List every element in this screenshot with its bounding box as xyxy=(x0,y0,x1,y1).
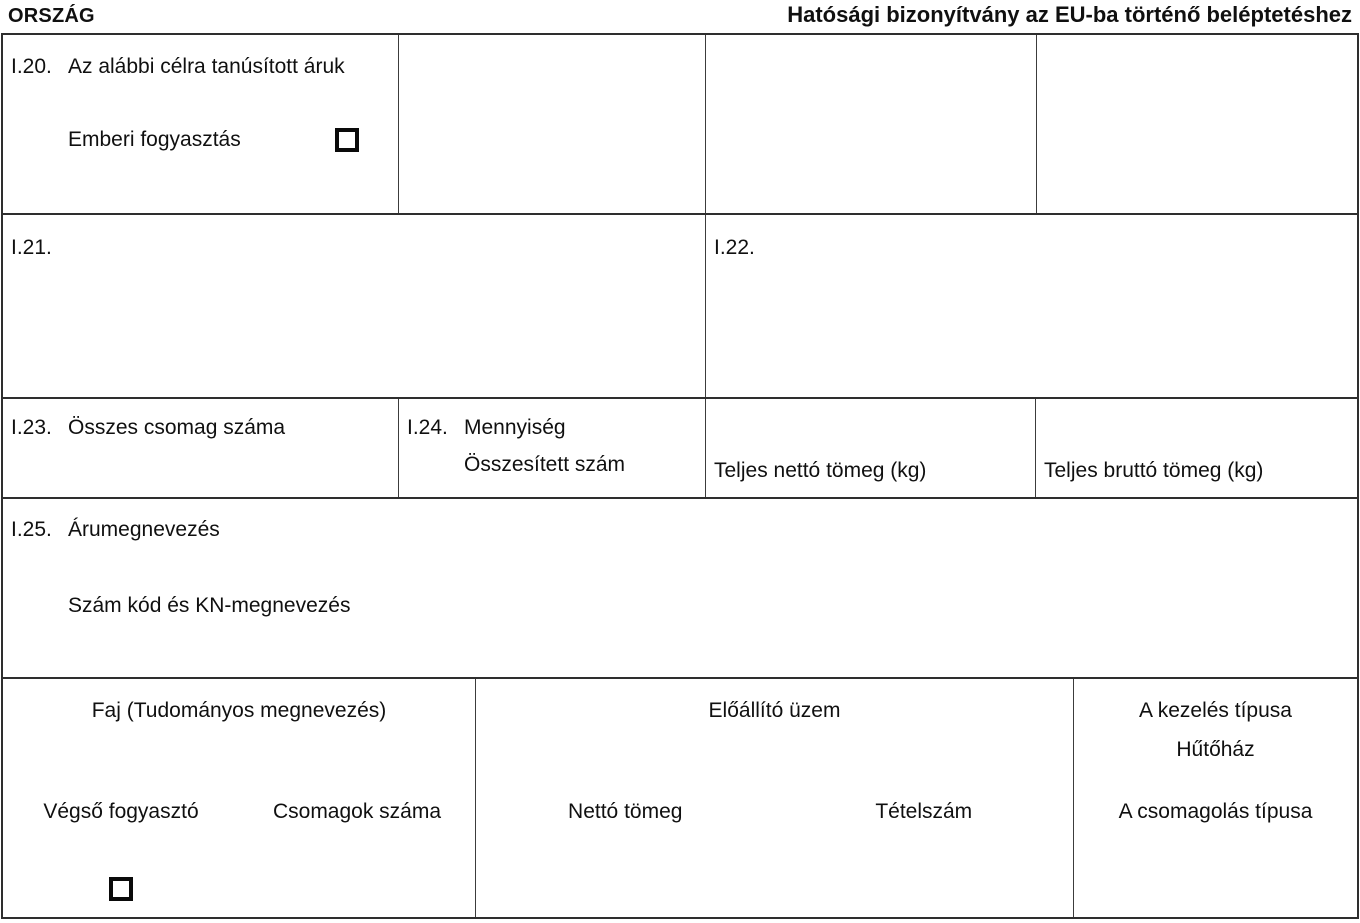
field-total-net-weight xyxy=(705,399,1035,497)
row-species-plant-treatment xyxy=(3,677,1357,917)
net-weight-label: Nettó tömeg xyxy=(568,800,683,823)
final-consumer-checkbox[interactable] xyxy=(109,877,133,901)
row-i21-i22 xyxy=(3,213,1357,397)
batch-number-label: Tételszám xyxy=(875,800,973,823)
row-i23-i24 xyxy=(3,397,1357,497)
certificate-form-table xyxy=(1,33,1359,919)
i23-number: I.23. xyxy=(11,416,52,439)
field-i20 xyxy=(3,35,398,213)
i22-number: I.22. xyxy=(714,236,755,259)
i24-label: Mennyiség xyxy=(464,416,566,439)
field-i25 xyxy=(3,499,1357,677)
species-label: Faj (Tudományos megnevezés) xyxy=(91,699,387,722)
i24-sublabel: Összesített szám xyxy=(464,453,626,476)
final-consumer-label: Végső fogyasztó xyxy=(43,800,199,823)
field-i20-empty-3 xyxy=(1036,35,1357,213)
cold-store-label: Hűtőház xyxy=(1176,738,1255,761)
i21-number: I.21. xyxy=(11,236,52,259)
total-net-weight-label: Teljes nettó tömeg (kg) xyxy=(714,459,927,482)
human-consumption-label: Emberi fogyasztás xyxy=(68,128,241,151)
field-i23 xyxy=(3,399,398,497)
field-i20-empty-2 xyxy=(705,35,1036,213)
row-i20 xyxy=(3,35,1357,213)
field-i22 xyxy=(705,215,1357,397)
field-i24 xyxy=(398,399,705,497)
i25-label: Árumegnevezés xyxy=(68,518,220,541)
i20-label: Az alábbi célra tanúsított áruk xyxy=(68,55,345,78)
field-total-gross-weight xyxy=(1035,399,1357,497)
i23-label: Összes csomag száma xyxy=(68,416,286,439)
row-i25 xyxy=(3,497,1357,677)
page-header xyxy=(0,2,1360,28)
field-treatment-type xyxy=(1073,679,1357,917)
production-plant-label: Előállító üzem xyxy=(708,699,841,722)
total-gross-weight-label: Teljes bruttó tömeg (kg) xyxy=(1044,459,1264,482)
package-count-label: Csomagok száma xyxy=(272,800,442,823)
human-consumption-checkbox[interactable] xyxy=(335,128,359,152)
packaging-type-label: A csomagolás típusa xyxy=(1118,800,1313,823)
page-title: Hatósági bizonyítvány az EU-ba történő beléptetéshez xyxy=(787,2,1352,27)
i25-sublabel: Szám kód és KN-megnevezés xyxy=(68,594,351,617)
field-i21 xyxy=(3,215,705,397)
i25-number: I.25. xyxy=(11,518,52,541)
field-i20-empty-1 xyxy=(398,35,705,213)
i20-number: I.20. xyxy=(11,55,52,78)
country-label: ORSZÁG xyxy=(8,5,95,27)
field-production-plant xyxy=(475,679,1073,917)
treatment-type-label: A kezelés típusa xyxy=(1139,699,1292,722)
i24-number: I.24. xyxy=(407,416,448,439)
field-species xyxy=(3,679,475,917)
